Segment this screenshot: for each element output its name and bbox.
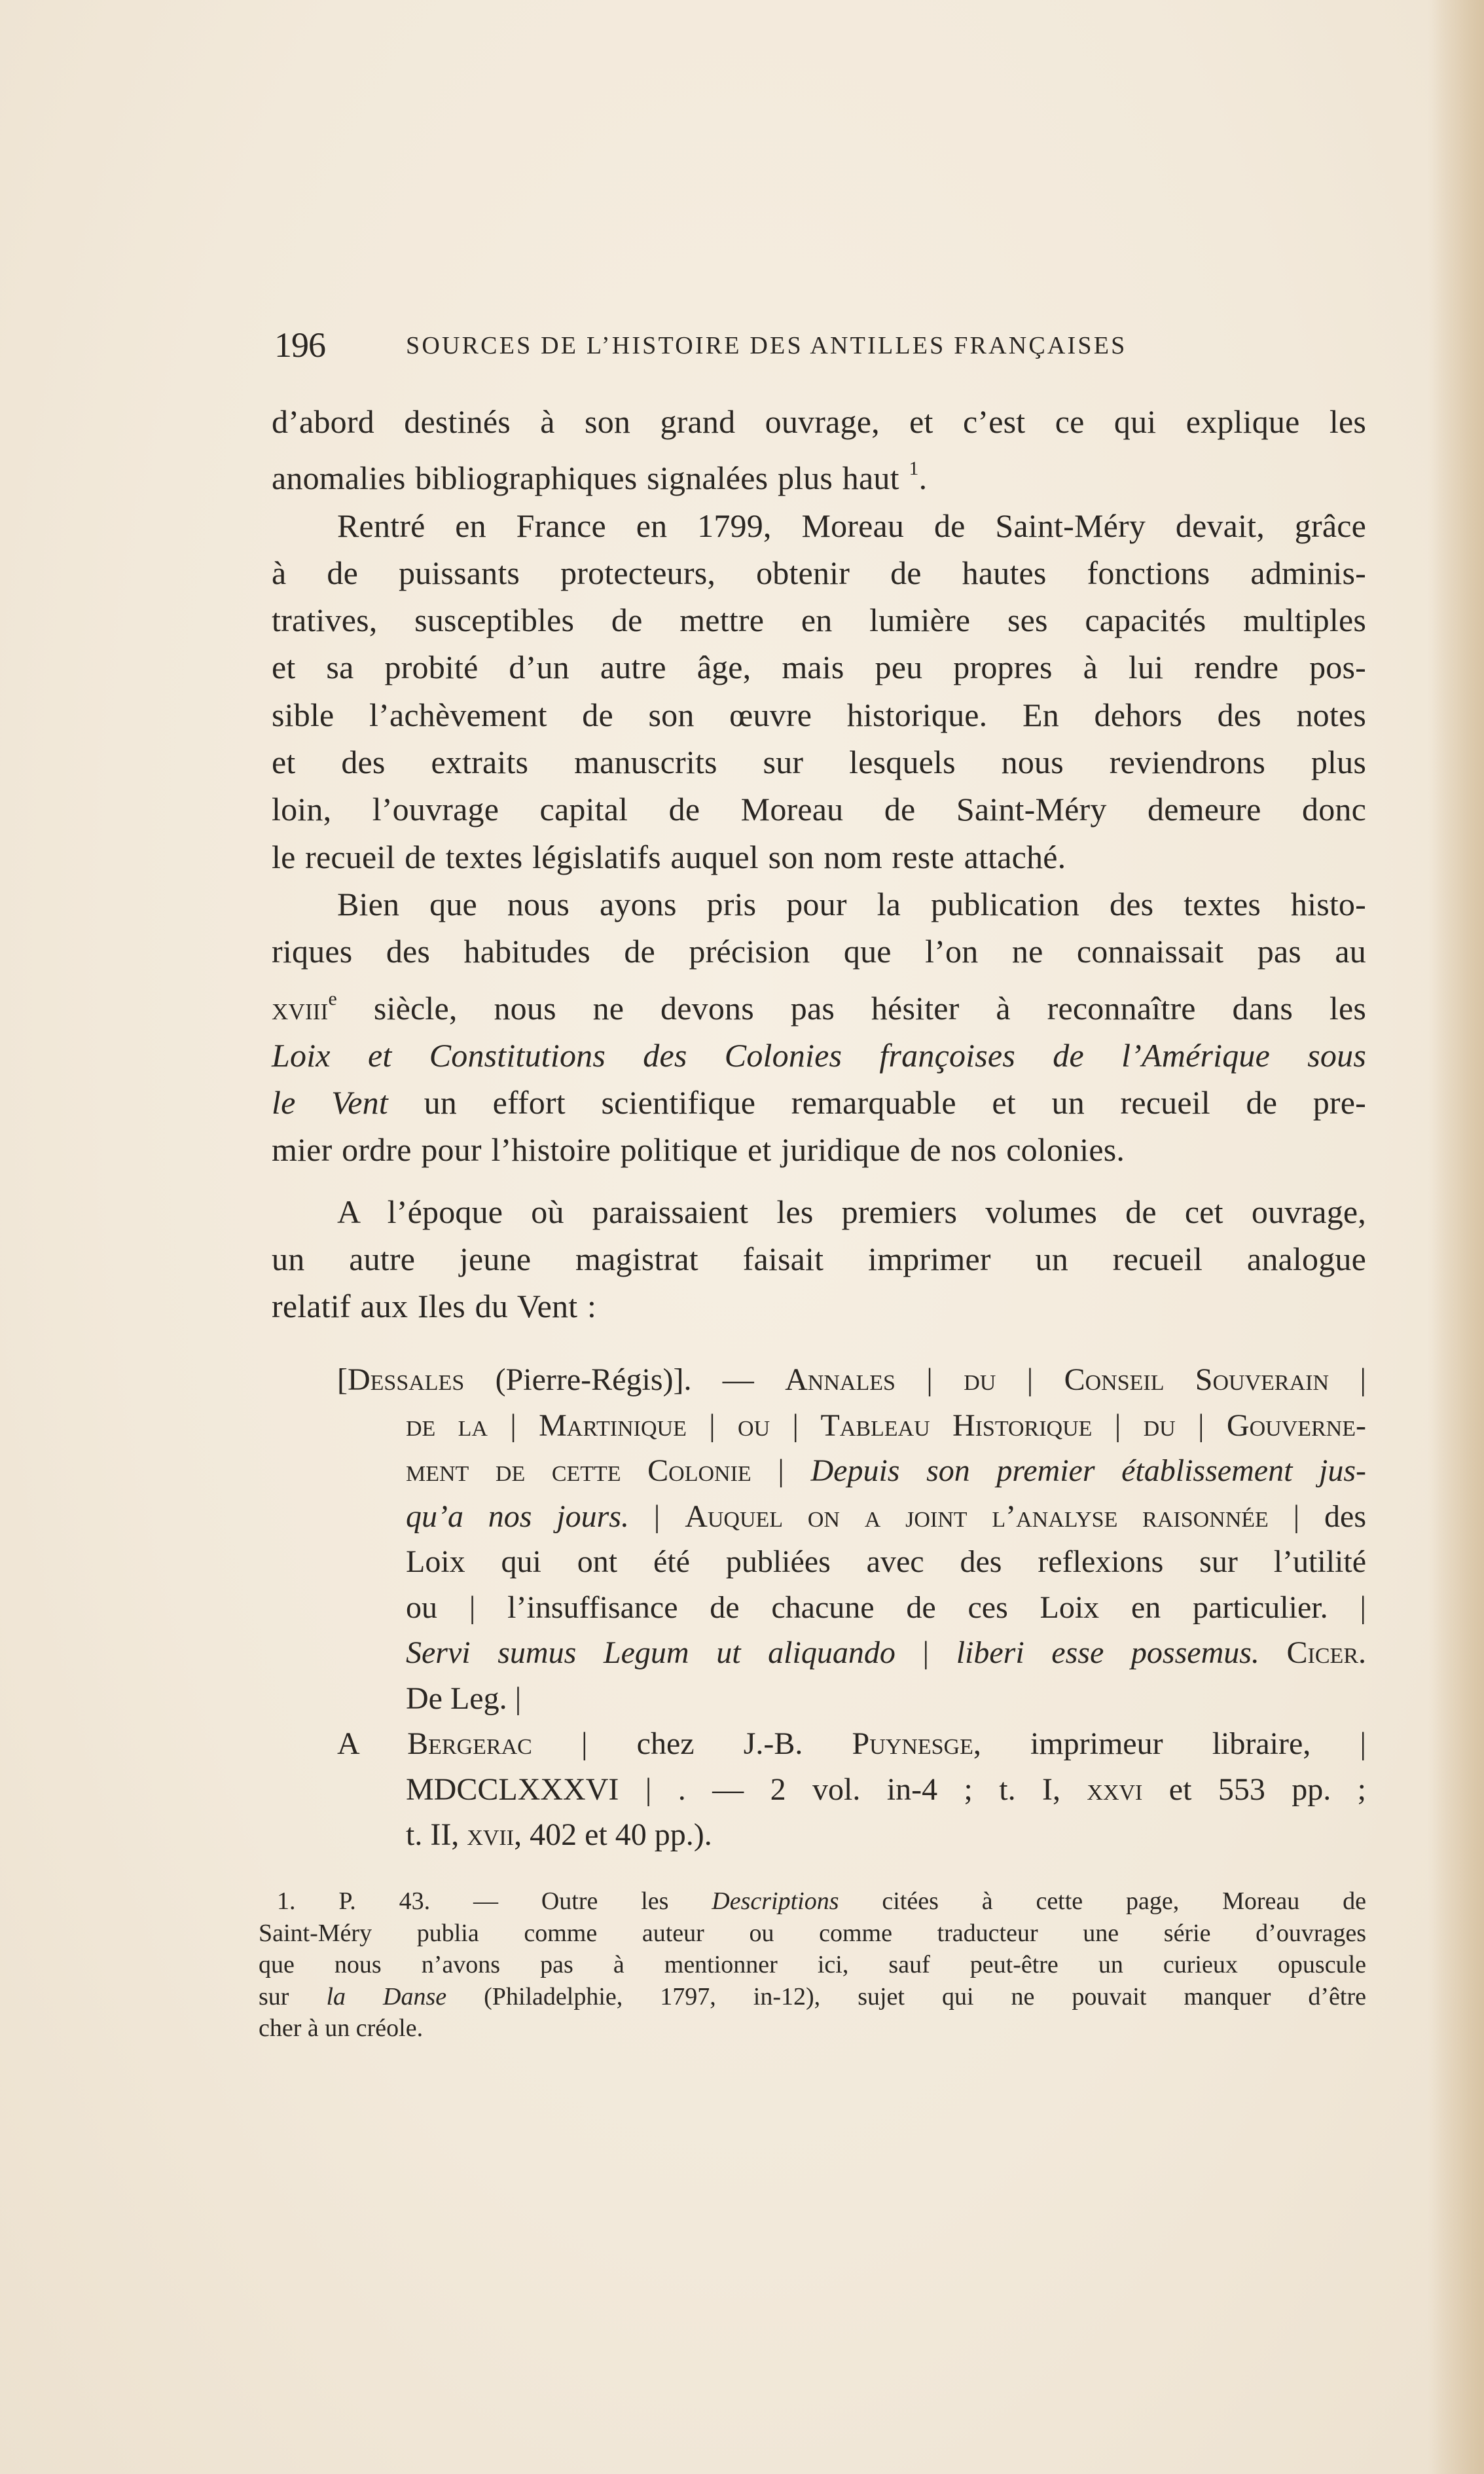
biblio-line: de la | Martinique | ou | Tableau Historique | du | Gouverne-: [406, 1408, 1366, 1443]
page-header: [272, 325, 1366, 371]
footnote: [259, 1885, 1366, 2045]
footnote-line: que nous n’avons pas à mentionner ici, sauf peut-être un curieux opuscule: [259, 1951, 1366, 1978]
text-line: loin, l’ouvrage capital de Moreau de Saint-Méry demeure donc: [272, 791, 1366, 828]
biblio-line: De Leg. |: [406, 1681, 522, 1716]
footnote-reference[interactable]: 1: [909, 458, 919, 480]
text-line: A l’époque où paraissaient les premiers volumes de cet ouvrage,: [337, 1193, 1366, 1230]
text-line: et des extraits manuscrits sur lesquels nous reviendrons plus: [272, 744, 1366, 781]
footnote-line: sur la Danse (Philadelphie, 1797, in-12), sujet qui ne pouvait manquer d’être: [259, 1982, 1366, 2010]
text-line: Bien que nous ayons pris pour la publication des textes histo-: [337, 885, 1366, 922]
text-line: d’abord destinés à son grand ouvrage, et c’est ce qui explique les: [272, 403, 1366, 440]
footnote-line: cher à un créole.: [259, 2014, 424, 2042]
text-line: relatif aux Iles du Vent :: [272, 1288, 597, 1325]
text-line: tratives, susceptibles de mettre en lumière ses capacités multiples: [272, 602, 1366, 639]
paragraph-4: [272, 1188, 1366, 1330]
biblio-line: qu’a nos jours. | Auquel on a joint l’analyse raisonnée | des: [406, 1499, 1367, 1534]
text-line: Rentré en France en 1799, Moreau de Saint-Méry devait, grâce: [337, 507, 1366, 544]
author-name: Dessales: [347, 1362, 465, 1397]
text-line: le Vent un effort scientifique remarquable et un recueil de pre-: [272, 1084, 1366, 1121]
text-line: un autre jeune magistrat faisait imprimer un recueil analogue: [272, 1241, 1366, 1278]
biblio-line: ment de cette Colonie | Depuis son premier établissement jus-: [406, 1453, 1366, 1488]
biblio-line: t. II, xvii, 402 et 40 pp.).: [406, 1817, 712, 1852]
biblio-line: ou | l’insuffisance de chacune de ces Loix en particulier. |: [406, 1590, 1366, 1625]
page-number: 196: [274, 325, 325, 365]
footnote-line: 1. P. 43. — Outre les Descriptions citées à cette page, Moreau de: [277, 1887, 1367, 1915]
paragraph-2: [272, 502, 1366, 881]
running-title: SOURCES DE L’HISTOIRE DES ANTILLES FRANÇAISES: [406, 332, 1127, 359]
footnote-text: [259, 1885, 1366, 2045]
paragraph-3: [272, 881, 1366, 1174]
footnote-line: Saint-Méry publia comme auteur ou comme traducteur une série d’ouvrages: [259, 1919, 1366, 1947]
biblio-line: Loix qui ont été publiées avec des reflexions sur l’utilité: [406, 1544, 1366, 1579]
italic-title-line: Loix et Constitutions des Colonies françoises de l’Amérique sous: [272, 1036, 1366, 1074]
text-line: sible l’achèvement de son œuvre historique. En dehors des notes: [272, 696, 1366, 733]
text-line: riques des habitudes de précision que l’on ne connaissait pas au: [272, 933, 1366, 970]
main-text: [272, 398, 1366, 1330]
paragraph-1: [272, 398, 1366, 502]
text-line: le recueil de textes législatifs auquel son nom reste attaché.: [272, 838, 1066, 875]
biblio-line: A Bergerac | chez J.-B. Puynesge, imprimeur libraire, |: [337, 1726, 1367, 1761]
text-line: xviii$^e$ siècle, nous ne devons pas hésiter à reconnaître dans les: [272, 987, 1366, 1027]
text-line: et sa probité d’un autre âge, mais peu propres à lui rendre pos-: [272, 649, 1366, 686]
biblio-line: MDCCLXXXVI | . — 2 vol. in-4 ; t. I, xxvi et 553 pp. ;: [406, 1772, 1366, 1807]
biblio-line: Servi sumus Legum ut aliquando | liberi esse possemus. Cicer.: [406, 1635, 1366, 1670]
text-line: anomalies bibliographiques signalées plus haut $^1$.: [272, 458, 928, 497]
bibliographic-entry: [337, 1357, 1366, 1858]
biblio-imprint-block: [337, 1721, 1366, 1858]
page-edge-shadow: [1432, 0, 1484, 2474]
biblio-title-block: [337, 1357, 1366, 1721]
biblio-line: [Dessales (Pierre-Régis)]. — Annales | du | Conseil Souverain |: [337, 1362, 1366, 1397]
text-line: à de puissants protecteurs, obtenir de hautes fonctions adminis-: [272, 554, 1366, 591]
text-line: mier ordre pour l’histoire politique et juridique de nos colonies.: [272, 1131, 1125, 1169]
